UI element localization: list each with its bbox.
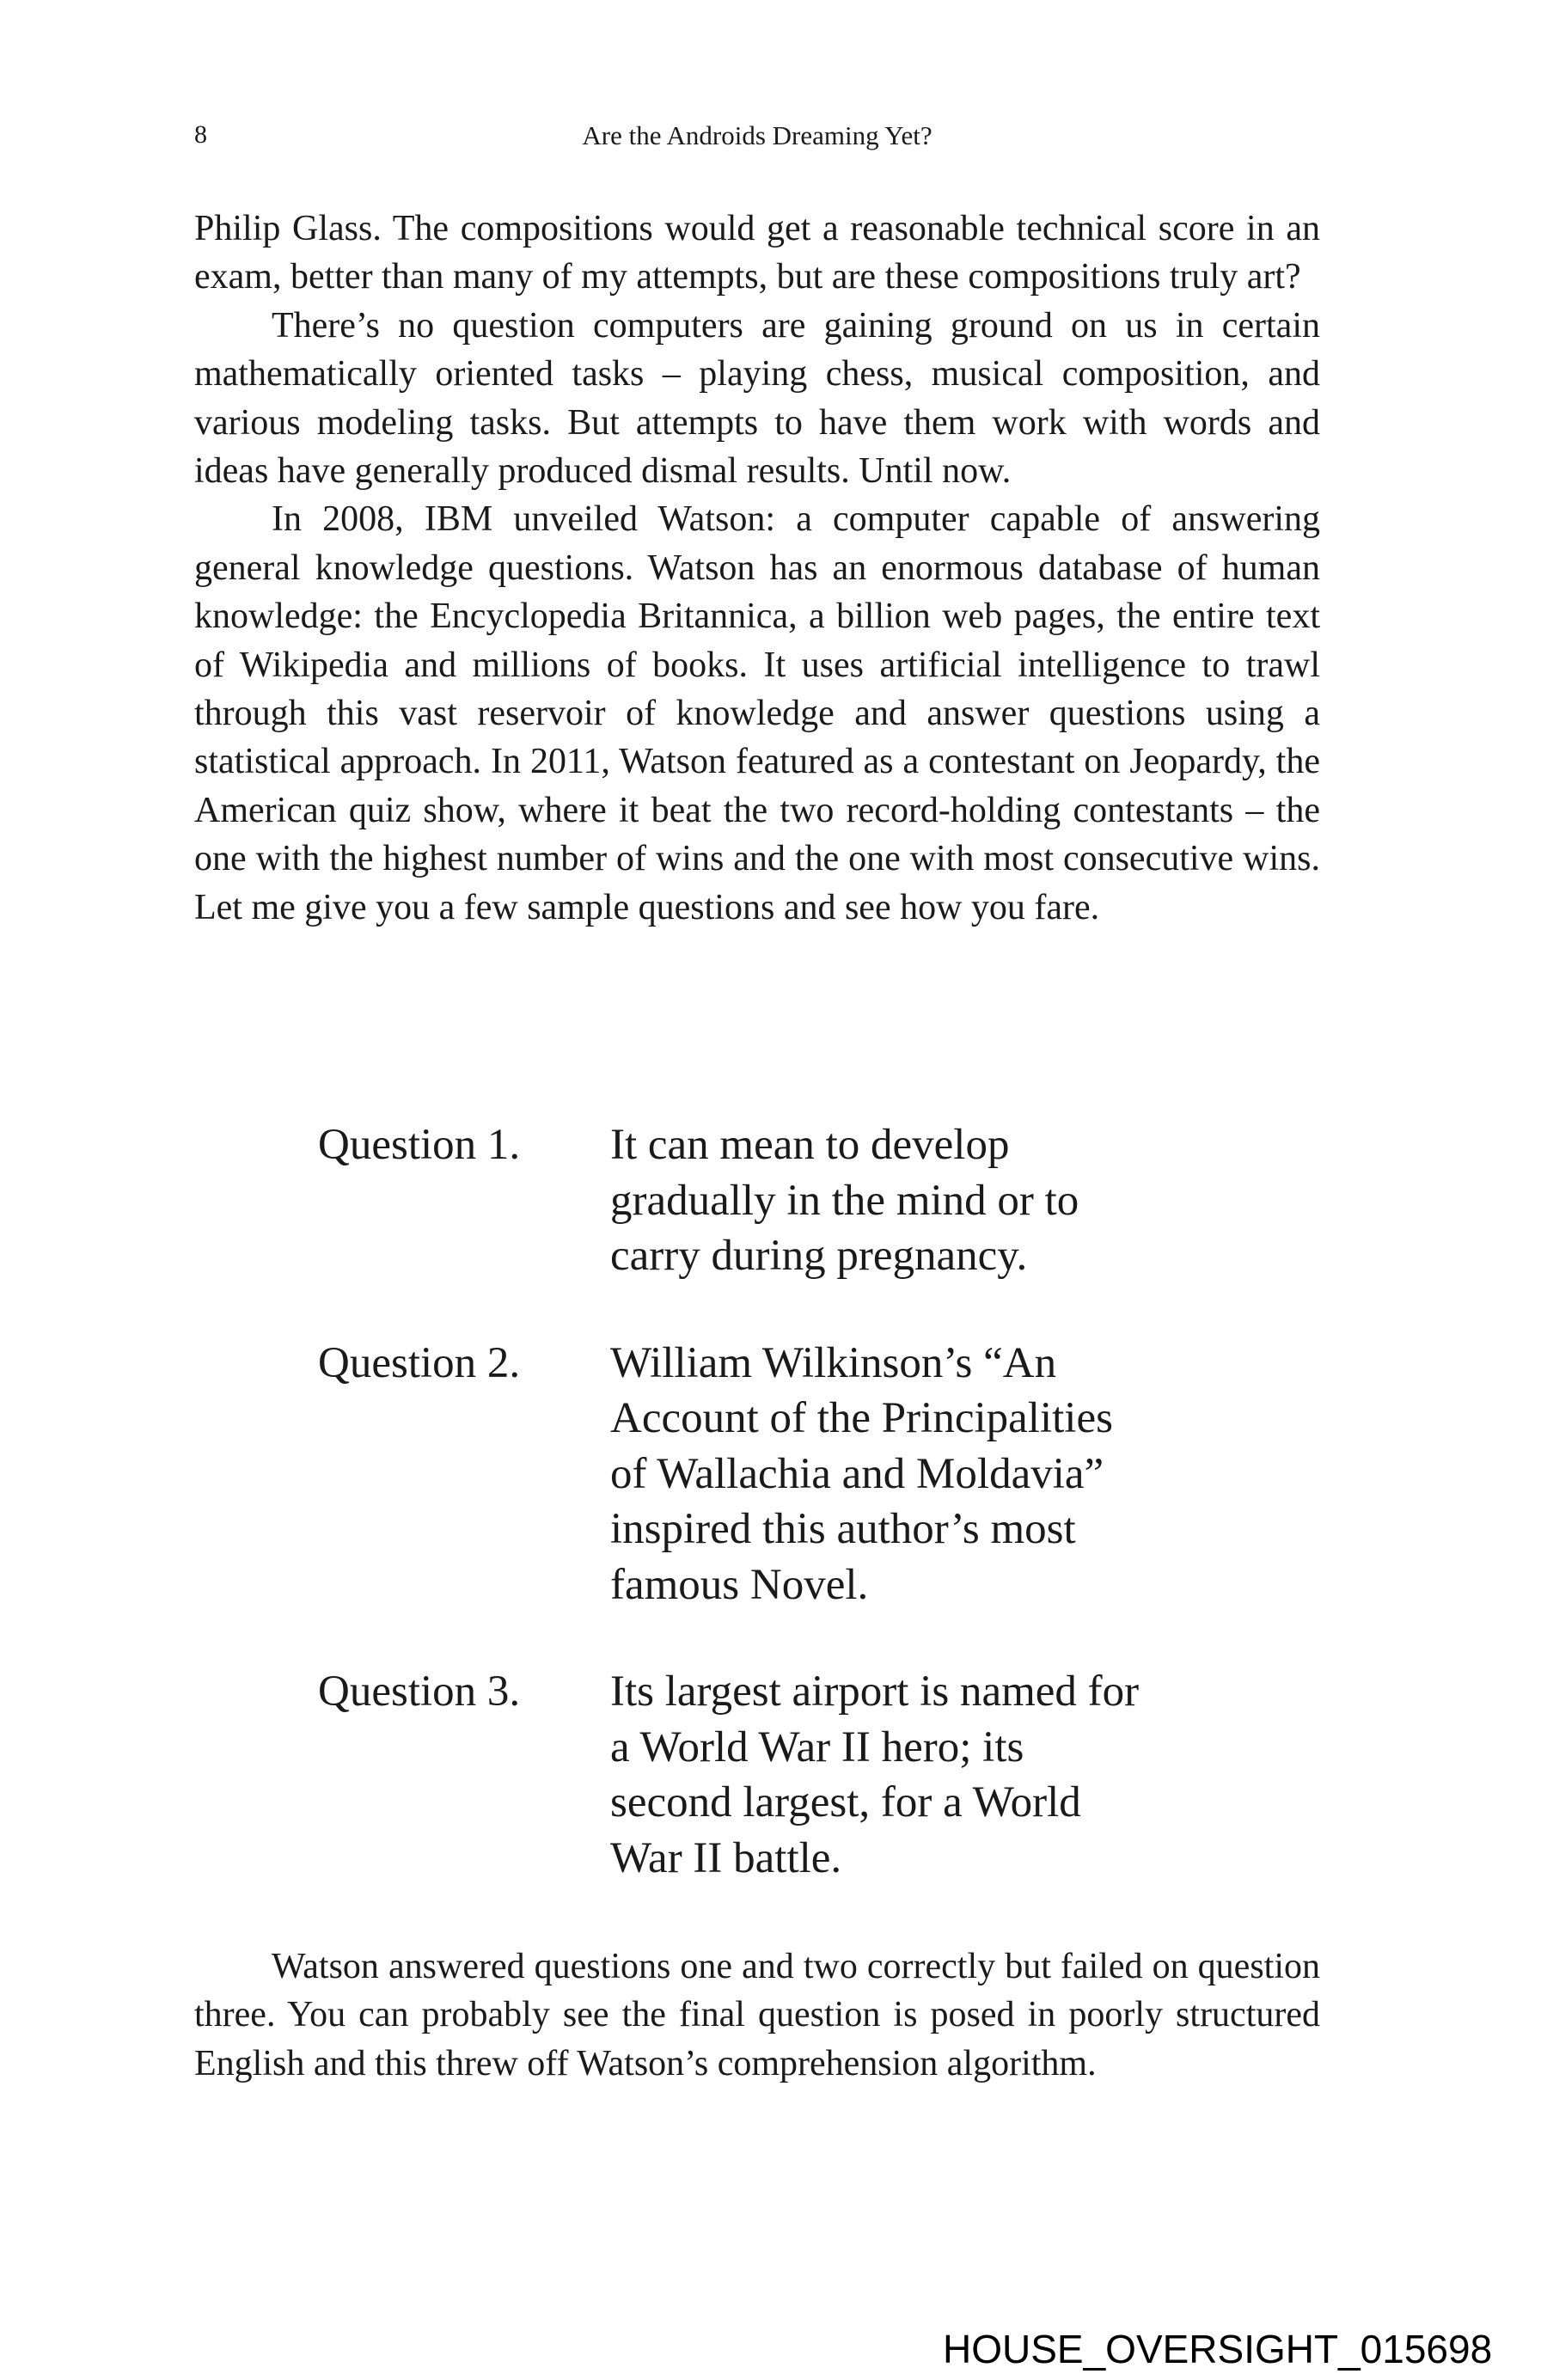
closing-paragraph: Watson answered questions one and two correctly but failed on question three. You can probably see the final question is posed in poorly structured English and this threw off Watson’s comprehension algorithm.: [194, 1947, 1320, 2083]
bates-number: HOUSE_OVERSIGHT_015698: [943, 2327, 1493, 2371]
question-label: Question 2.: [318, 1338, 521, 1387]
question-1: [318, 1117, 1177, 1284]
question-text: William Wilkinson’s “An Account of the Principalities of Wallachia and Moldavia” inspired this author’s most famous Novel.: [610, 1338, 1113, 1609]
question-label: Question 3.: [318, 1667, 521, 1716]
closing-text: [194, 1943, 1320, 2088]
paragraph-1: Philip Glass. The compositions would get a reasonable technical score in an exam, better than many of my attempts, but are these compositions truly art?: [194, 209, 1320, 297]
paragraph-3: In 2008, IBM unveiled Watson: a computer capable of answering general knowledge questions. Watson has an enormous database of human knowledge: the Encyclopedia Britannica, a billion web pages, the entire text of Wikipedia and millions of books. It uses artificial intelligence to trawl through this vast reservoir of knowledge and answer questions using a statistical approach. In 2011, Watson featured as a contestant on Jeopardy, the American quiz show, where it beat the two record-holding contestants – the one with the highest number of wins and the one with most consecutive wins. Let me give you a few sample questions and see how you fare.: [194, 499, 1320, 927]
paragraph-2: There’s no question computers are gaining ground on us in certain mathematically oriented tasks – playing chess, musical composition, and various modeling tasks. But attempts to have them work with words and ideas have generally produced dismal results. Until now.: [194, 305, 1320, 492]
question-label: Question 1.: [318, 1121, 521, 1169]
question-text: It can mean to develop gradually in the mind or to carry during pregnancy.: [610, 1121, 1079, 1280]
sample-questions: [318, 1117, 1177, 1937]
question-3: [318, 1664, 1177, 1886]
page-header: [194, 120, 1320, 163]
page-number: 8: [194, 120, 207, 149]
question-2: [318, 1336, 1177, 1613]
running-title: Are the Androids Dreaming Yet?: [582, 120, 932, 150]
question-text: Its largest airport is named for a World War II hero; its second largest, for a World War II battle.: [610, 1667, 1140, 1882]
body-text: [194, 205, 1320, 932]
